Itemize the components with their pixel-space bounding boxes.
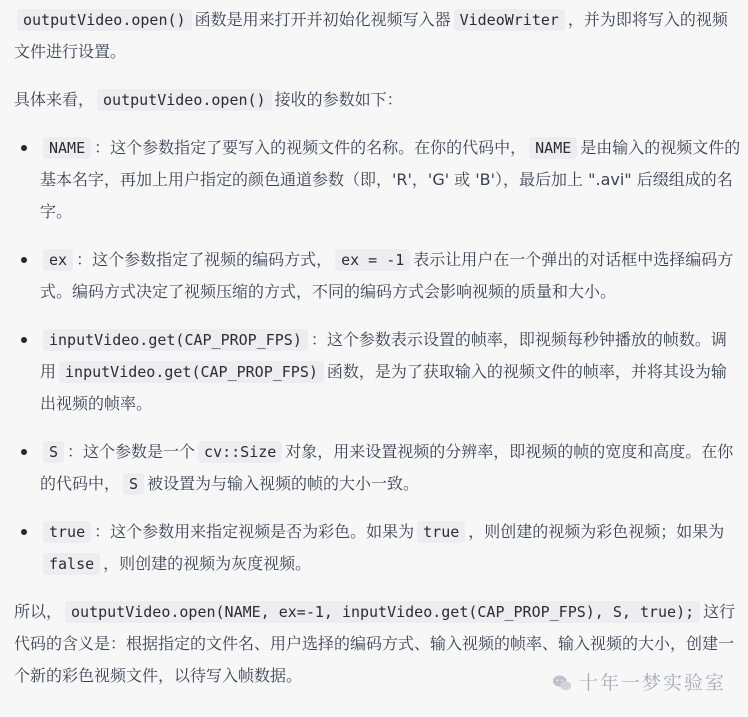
text-span: ，则创建的视频为灰度视频。	[103, 554, 312, 573]
list-item-ex-param	[40, 244, 742, 308]
inline-code: inputVideo.get(CAP_PROP_FPS)	[59, 361, 324, 383]
inline-code: ex	[43, 249, 73, 271]
params-list	[14, 132, 742, 580]
text-span: 对象，用来设置视频的分辨率，即视频的帧的宽度和高度。在你的代码中，	[40, 442, 734, 493]
text-span: 这行代码的含义是：根据指定的文件名、用户选择的编码方式、输入视频的帧率、输入视频的大小，创建一个新的彩色视频文件，以待写入帧数据。	[14, 602, 736, 685]
params-intro-paragraph	[14, 84, 742, 116]
inline-code: S	[123, 473, 144, 495]
inline-code: outputVideo.open()	[17, 9, 192, 31]
text-span: ，并为即将写入的视频文件进行设置。	[14, 10, 728, 61]
inline-code: inputVideo.get(CAP_PROP_FPS)	[43, 329, 308, 351]
inline-code: false	[43, 553, 100, 575]
inline-code: VideoWriter	[454, 9, 565, 31]
text-span: 被设置为与输入视频的帧的大小一致。	[147, 474, 420, 493]
text-span: ：这个参数表示设置的帧率，即视频每秒钟播放的帧数。调用	[40, 330, 727, 381]
text-span: ：这个参数指定了要写入的视频文件的名称。在你的代码中，	[94, 138, 527, 157]
inline-code: ex = -1	[335, 249, 410, 271]
inline-code: true	[417, 521, 465, 543]
chat-message-content	[14, 4, 742, 692]
text-span: 具体来看，	[14, 90, 95, 109]
text-span: 函数是用来打开并初始化视频写入器	[194, 10, 451, 29]
watermark-text: 十年一梦实验室	[578, 672, 726, 694]
list-item-name-param	[40, 132, 742, 228]
text-span: ：这个参数是一个	[67, 442, 196, 461]
inline-code: true	[43, 521, 91, 543]
text-span: ：这个参数用来指定视频是否为彩色。如果为	[94, 522, 415, 541]
list-item-size-param	[40, 436, 742, 500]
intro-paragraph	[14, 4, 742, 68]
inline-code: S	[43, 441, 64, 463]
text-span: 函数，是为了获取输入的视频文件的帧率，并将其设为输出视频的帧率。	[40, 362, 727, 413]
inline-code: cv::Size	[198, 441, 282, 463]
text-span: ：这个参数指定了视频的编码方式，	[76, 250, 333, 269]
wechat-logo-icon	[551, 672, 573, 694]
list-item-fps-param	[40, 324, 742, 420]
text-span: ，则创建的视频为彩色视频；如果为	[468, 522, 725, 541]
watermark	[551, 667, 726, 699]
list-item-color-param	[40, 516, 742, 580]
inline-code: outputVideo.open(NAME, ex=-1, inputVideo.get(CAP_PROP_FPS), S, true);	[65, 601, 700, 623]
text-span: 接收的参数如下：	[274, 90, 403, 109]
text-span: 是由输入的视频文件的基本名字，再加上用户指定的颜色通道参数（即，'R'，'G' 或 'B'），最后加上 ".avi" 后缀组成的名字。	[40, 138, 741, 221]
inline-code: NAME	[43, 137, 91, 159]
text-span: 所以，	[14, 602, 63, 621]
inline-code: outputVideo.open()	[97, 89, 272, 111]
inline-code: NAME	[529, 137, 577, 159]
text-span: 表示让用户在一个弹出的对话框中选择编码方式。编码方式决定了视频压缩的方式，不同的编码方式会影响视频的质量和大小。	[40, 250, 734, 301]
